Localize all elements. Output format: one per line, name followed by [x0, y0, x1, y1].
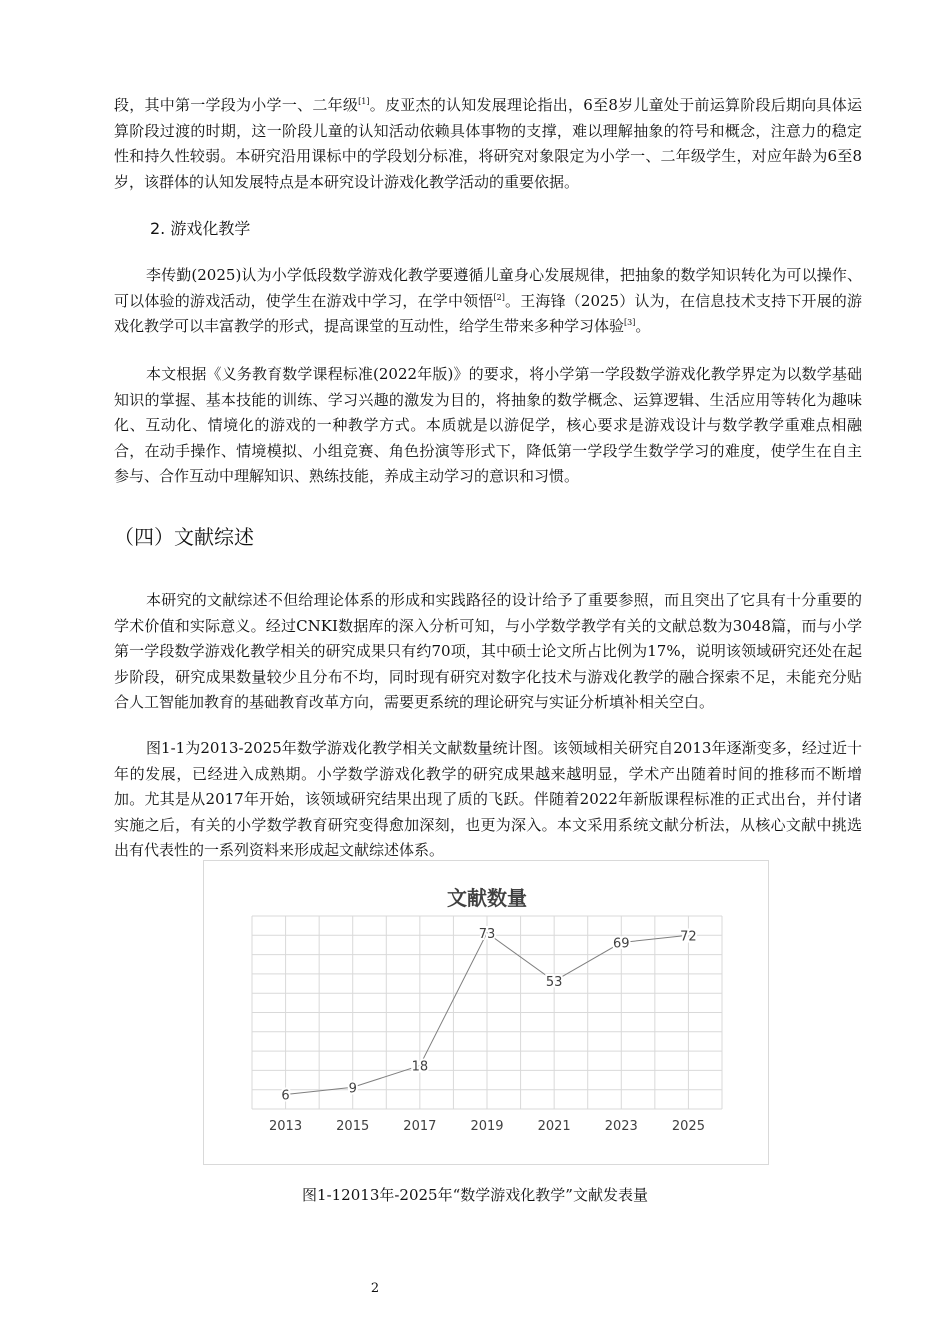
- data-label: 73: [478, 926, 496, 942]
- paragraph-chart-description: 图1-1为2013-2025年数学游戏化教学相关文献数量统计图。该领域相关研究自2013年逐渐变多，经过近十年的发展，已经进入成熟期。小学数学游戏化教学的研究成果越来越明显，学术产出随着时间的推移而不断增加。尤其是从2017年开始，该领域研究结果出现了质的飞跃。伴随着2022年新版课程标准的正式出台，并付诸实施之后，有关的小学数学教育研究变得愈加深刻，也更为深入。本文采用系统文献分析法，从核心文献中挑选出有代表性的一系列资料来形成起文献综述体系。: [114, 739, 862, 859]
- paragraph-text: 李传勤(2025)认为小学低段数学游戏化教学要遵循儿童身心发展规律，把抽象的数学知识转化为可以操作、可以体验的游戏活动，使学生在游戏中学习，在学中领悟: [114, 266, 862, 310]
- x-tick-label: 2025: [671, 1119, 705, 1134]
- section-heading-literature-review: （四）文献综述: [114, 525, 254, 549]
- figure-caption: 图1-12013年-2025年“数学游戏化教学”文献发表量: [302, 1186, 648, 1204]
- x-tick-label: 2023: [604, 1119, 638, 1134]
- paragraph-text: 。: [635, 317, 651, 335]
- citation-ref: [1]: [358, 97, 370, 106]
- x-tick-label: 2019: [470, 1119, 504, 1134]
- paragraph-text: 。王海锋（2025）认为，在信息技术支持下开展的游戏化教学可以丰富教学的形式，提高课堂的互动性，给学生带来多种学习体验: [114, 291, 862, 335]
- data-label: 6: [281, 1088, 290, 1104]
- x-tick-label: 2015: [336, 1119, 370, 1134]
- x-tick-label: 2013: [269, 1119, 303, 1134]
- paragraph-definition: 本文根据《义务教育数学课程标准(2022年版)》的要求，将小学第一学段数学游戏化教学界定为以数学基础知识的掌握、基本技能的训练、学习兴趣的激发为目的，将抽象的数学概念、运算逻辑、生活应用等转化为趣味化、互动化、情境化的游戏的一种教学方式。本质就是以游促学，核心要求是游戏设计与数学教学重难点相融合，在动手操作、情境模拟、小组竞赛、角色扮演等形式下，降低第一学段学生数学学习的难度，使学生在自主参与、合作互动中理解知识、熟练技能，养成主动学习的意识和习惯。: [114, 365, 862, 485]
- chart-grid: [252, 916, 722, 1109]
- chart-data-labels: [281, 927, 696, 1104]
- paragraph-text: 段，其中第一学段为小学一、二年级: [114, 96, 359, 114]
- data-label: 69: [613, 936, 630, 952]
- x-tick-label: 2021: [537, 1119, 571, 1134]
- paragraph-gamified-views: [114, 263, 862, 340]
- page-number: 2: [370, 1281, 380, 1296]
- paragraph-stage-definition: [114, 93, 862, 195]
- x-tick-label: 2017: [403, 1119, 437, 1134]
- chart-svg: [204, 861, 770, 1166]
- paragraph-text: 。皮亚杰的认知发展理论指出，6至8岁儿童处于前运算阶段后期向具体运算阶段过渡的时期，这一阶段儿童的认知活动依赖具体事物的支撑，难以理解抽象的符号和概念，注意力的稳定性和持久性较弱。本研究沿用课标中的学段划分标准，将研究对象限定为小学一、二年级学生，对应年龄为6至8岁，该群体的认知发展特点是本研究设计游戏化教学活动的重要依据。: [114, 96, 862, 191]
- paragraph-review-intro: 本研究的文献综述不但给理论体系的形成和实践路径的设计给予了重要参照，而且突出了它具有十分重要的学术价值和实际意义。经过CNKI数据库的深入分析可知，与小学数学教学有关的文献总数为3048篇，而与小学第一学段数学游戏化教学相关的研究成果只有约70项，其中硕士论文所占比例为17%，说明该领域研究还处在起步阶段，研究成果数量较少且分布不均，同时现有研究对数字化技术与游戏化教学的融合探索不足，未能充分贴合人工智能加教育的基础教育改革方向，需要更系统的理论研究与实证分析填补相关空白。: [114, 591, 862, 711]
- data-label: 18: [411, 1059, 429, 1075]
- citation-ref: [3]: [624, 318, 636, 327]
- data-label: 72: [680, 929, 697, 945]
- citation-ref: [2]: [493, 292, 505, 302]
- line-chart: [203, 860, 769, 1165]
- chart-x-ticks: [269, 1119, 705, 1134]
- data-label: 53: [545, 975, 563, 991]
- data-label: 9: [348, 1081, 357, 1097]
- subheading-gamified-teaching: 2. 游戏化教学: [150, 219, 251, 238]
- chart-title: 文献数量: [447, 886, 527, 910]
